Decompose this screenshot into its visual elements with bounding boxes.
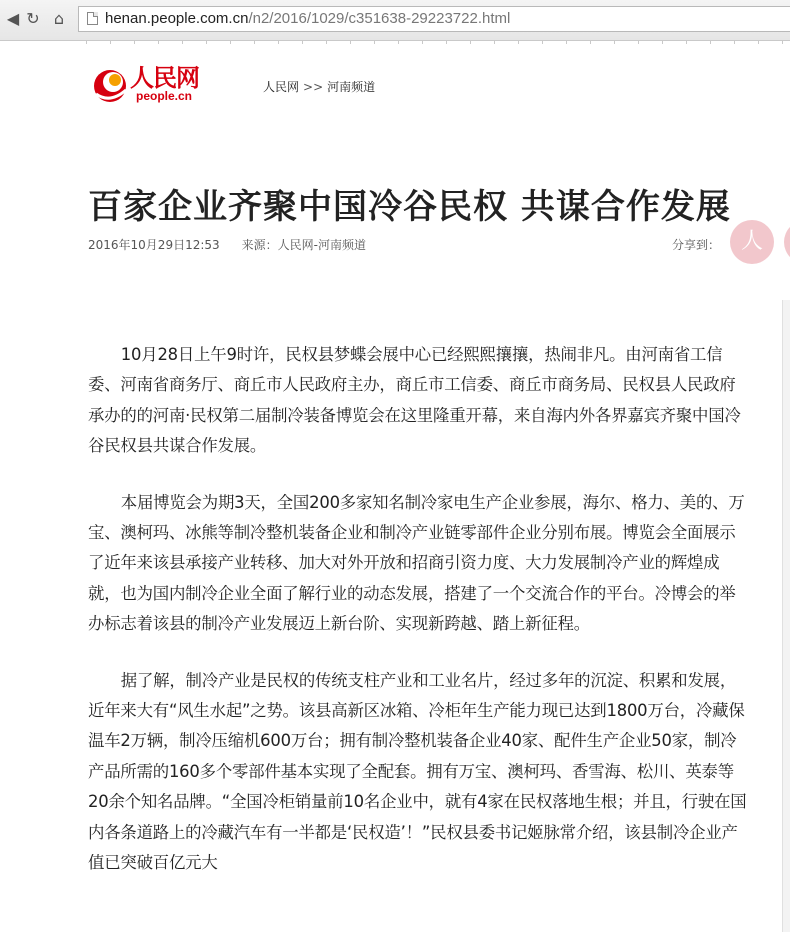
article-paragraph: 10月28日上午9时许，民权县梦蝶会展中心已经熙熙攘攘，热闹非凡。由河南省工信委、河南省商务厅、商丘市人民政府主办，商丘市工信委、商丘市商务局、民权县人民政府承办的的河南·民权第二届制冷装备博览会在这里隆重开幕，来自海内外各界嘉宾齐聚中国冷谷民权县共谋合作发展。 xyxy=(88,345,741,456)
article-source: 来源：人民网-河南频道 xyxy=(241,238,367,252)
people-cn-logo[interactable] xyxy=(90,64,220,108)
reload-icon[interactable]: ↻ xyxy=(26,9,40,28)
url-text[interactable]: henan.people.com.cn/n2/2016/1029/c351638-29223722.html xyxy=(105,10,511,27)
article-paragraph: 据了解，制冷产业是民权的传统支柱产业和工业名片，经过多年的沉淀、积累和发展，近年来大有“风生水起”之势。该县高新区冰箱、冷柜年生产能力现已达到1800万台，冷藏保温车2万辆，制冷压缩机600万台；拥有制冷整机装备企业40家、配件生产企业50家，制冷产品所需的160多个零部件基本实现了全配套。拥有万宝、澳柯玛、香雪海、松川、英泰等20余个知名品牌。“全国冷柜销量前10名企业中，就有4家在民权落地生根；并且，行驶在国内各条道路上的冷藏汽车有一半都是‘民权造’！”民权县委书记姬脉常介绍，该县制冷企业产值已突破百亿元大 xyxy=(88,670,747,873)
page-icon xyxy=(87,12,98,25)
article-paragraph: 本届博览会为期3天，全国200多家知名制冷家电生产企业参展，海尔、格力、美的、万宝、澳柯玛、冰熊等制冷整机装备企业和制冷产业链零部件企业分别布展。博览会全面展示了近年来该县承接产业转移、加大对外开放和招商引资力度、大力发展制冷产业的辉煌成就，也为国内制冷企业全面了解行业的动态发展，搭建了一个交流合作的平台。冷博会的举办标志着该县的制冷产业发展迈上新台阶、实现新跨越、踏上新征程。 xyxy=(88,492,745,634)
address-bar[interactable] xyxy=(78,6,790,32)
back-icon[interactable]: ◀ xyxy=(6,9,20,28)
logo-subtext: people.cn xyxy=(136,89,193,103)
home-icon[interactable]: ⌂ xyxy=(53,9,65,28)
breadcrumb-separator: >> xyxy=(303,80,324,94)
browser-toolbar xyxy=(0,0,790,41)
side-panel-edge xyxy=(782,300,790,932)
publish-date: 2016年10月29日12:53 xyxy=(88,238,220,252)
logo-emblem-icon xyxy=(90,64,134,104)
article-title: 百家企业齐聚中国冷谷民权 共谋合作发展 xyxy=(88,186,731,227)
share-label: 分享到： xyxy=(672,238,721,252)
breadcrumb-home-link[interactable]: 人民网 xyxy=(263,80,300,94)
header-divider xyxy=(86,40,790,44)
article-meta xyxy=(88,236,366,253)
share-people-icon[interactable]: 人 xyxy=(730,220,774,264)
article-body xyxy=(88,340,748,905)
breadcrumb-channel-link[interactable]: 河南频道 xyxy=(327,80,376,94)
logo-text: 人民网 xyxy=(130,63,199,92)
share-more-icon[interactable] xyxy=(784,220,790,264)
breadcrumb xyxy=(263,78,375,95)
